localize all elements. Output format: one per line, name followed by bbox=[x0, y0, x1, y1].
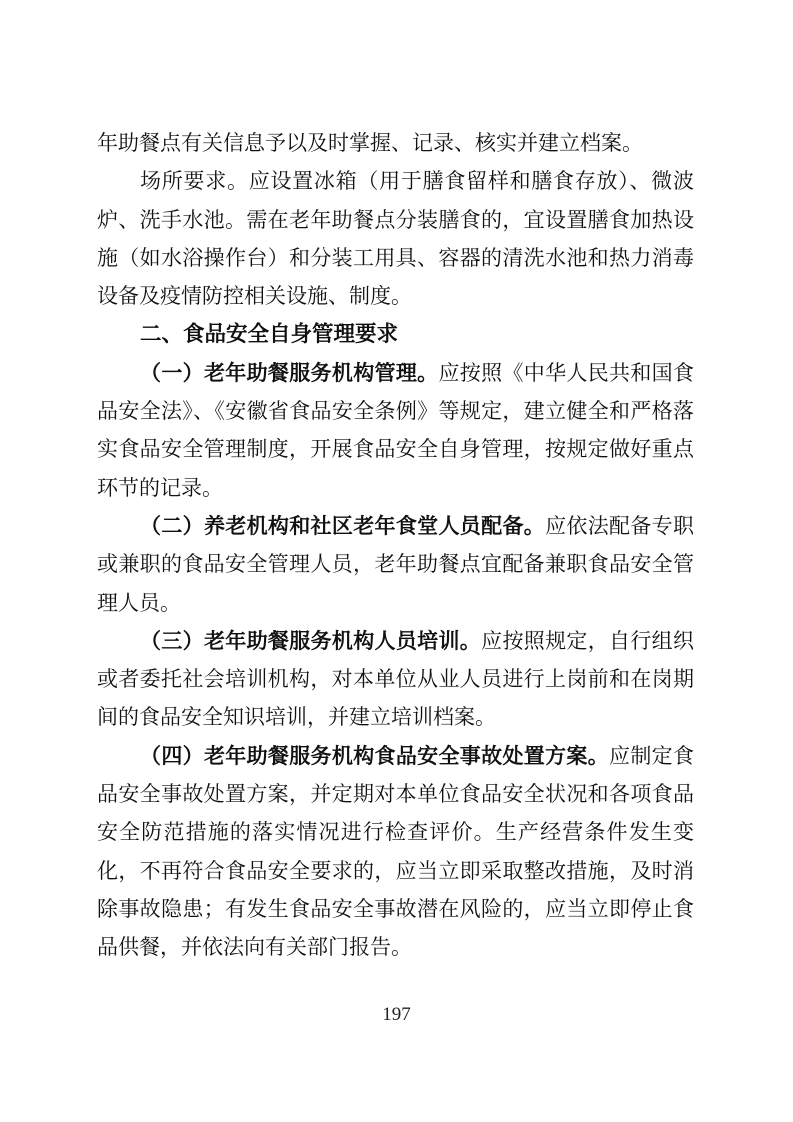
item-text: 应制定食品安全事故处置方案，并定期对本单位食品安全状况和各项食品安全防范措施的落实情况进行检查评价。生产经营条件发生变化，不再符合食品安全要求的，应当立即采取整改措施，及时消除事故隐患；有发生食品安全事故潜在风险的，应当立即停止食品供餐，并依法向有关部门报告。 bbox=[97, 743, 695, 960]
item-text: 应依法配备专职或兼职的食品安全管理人员，老年助餐点宜配备兼职食品安全管理人员。 bbox=[97, 513, 694, 615]
item-text: 应按照《中华人民共和国食品安全法》、《安徽省食品安全条例》等规定，建立健全和严格落实食品安全管理制度，开展食品安全自身管理，按规定做好重点环节的记录。 bbox=[97, 360, 695, 500]
item-paragraph bbox=[97, 622, 694, 737]
item-paragraph bbox=[97, 507, 694, 622]
item-text: 应按照规定，自行组织或者委托社会培训机构，对本单位从业人员进行上岗前和在岗期间的食品安全知识培训，并建立培训档案。 bbox=[97, 628, 695, 730]
item-lead: （二）养老机构和社区老年食堂人员配备。 bbox=[140, 513, 546, 538]
paragraph-continuation: 年助餐点有关信息予以及时掌握、记录、核实并建立档案。 bbox=[97, 131, 643, 155]
item-paragraph bbox=[97, 737, 694, 967]
document-content bbox=[97, 124, 694, 967]
item-lead: （一）老年助餐服务机构管理。 bbox=[140, 360, 439, 385]
page-number: 197 bbox=[382, 1004, 411, 1025]
item-lead: （四）老年助餐服务机构食品安全事故处置方案。 bbox=[140, 743, 610, 768]
item-paragraph bbox=[97, 354, 694, 507]
section-heading: 二、食品安全自身管理要求 bbox=[140, 322, 399, 347]
item-lead: （三）老年助餐服务机构人员培训。 bbox=[140, 628, 482, 653]
paragraph: 场所要求。应设置冰箱（用于膳食留样和膳食存放）、微波炉、洗手水池。需在老年助餐点分装膳食的，宜设置膳食加热设施（如水浴操作台）和分装工用具、容器的清洗水池和热力消毒设备及疫情防控相关设施、制度。 bbox=[97, 169, 694, 309]
